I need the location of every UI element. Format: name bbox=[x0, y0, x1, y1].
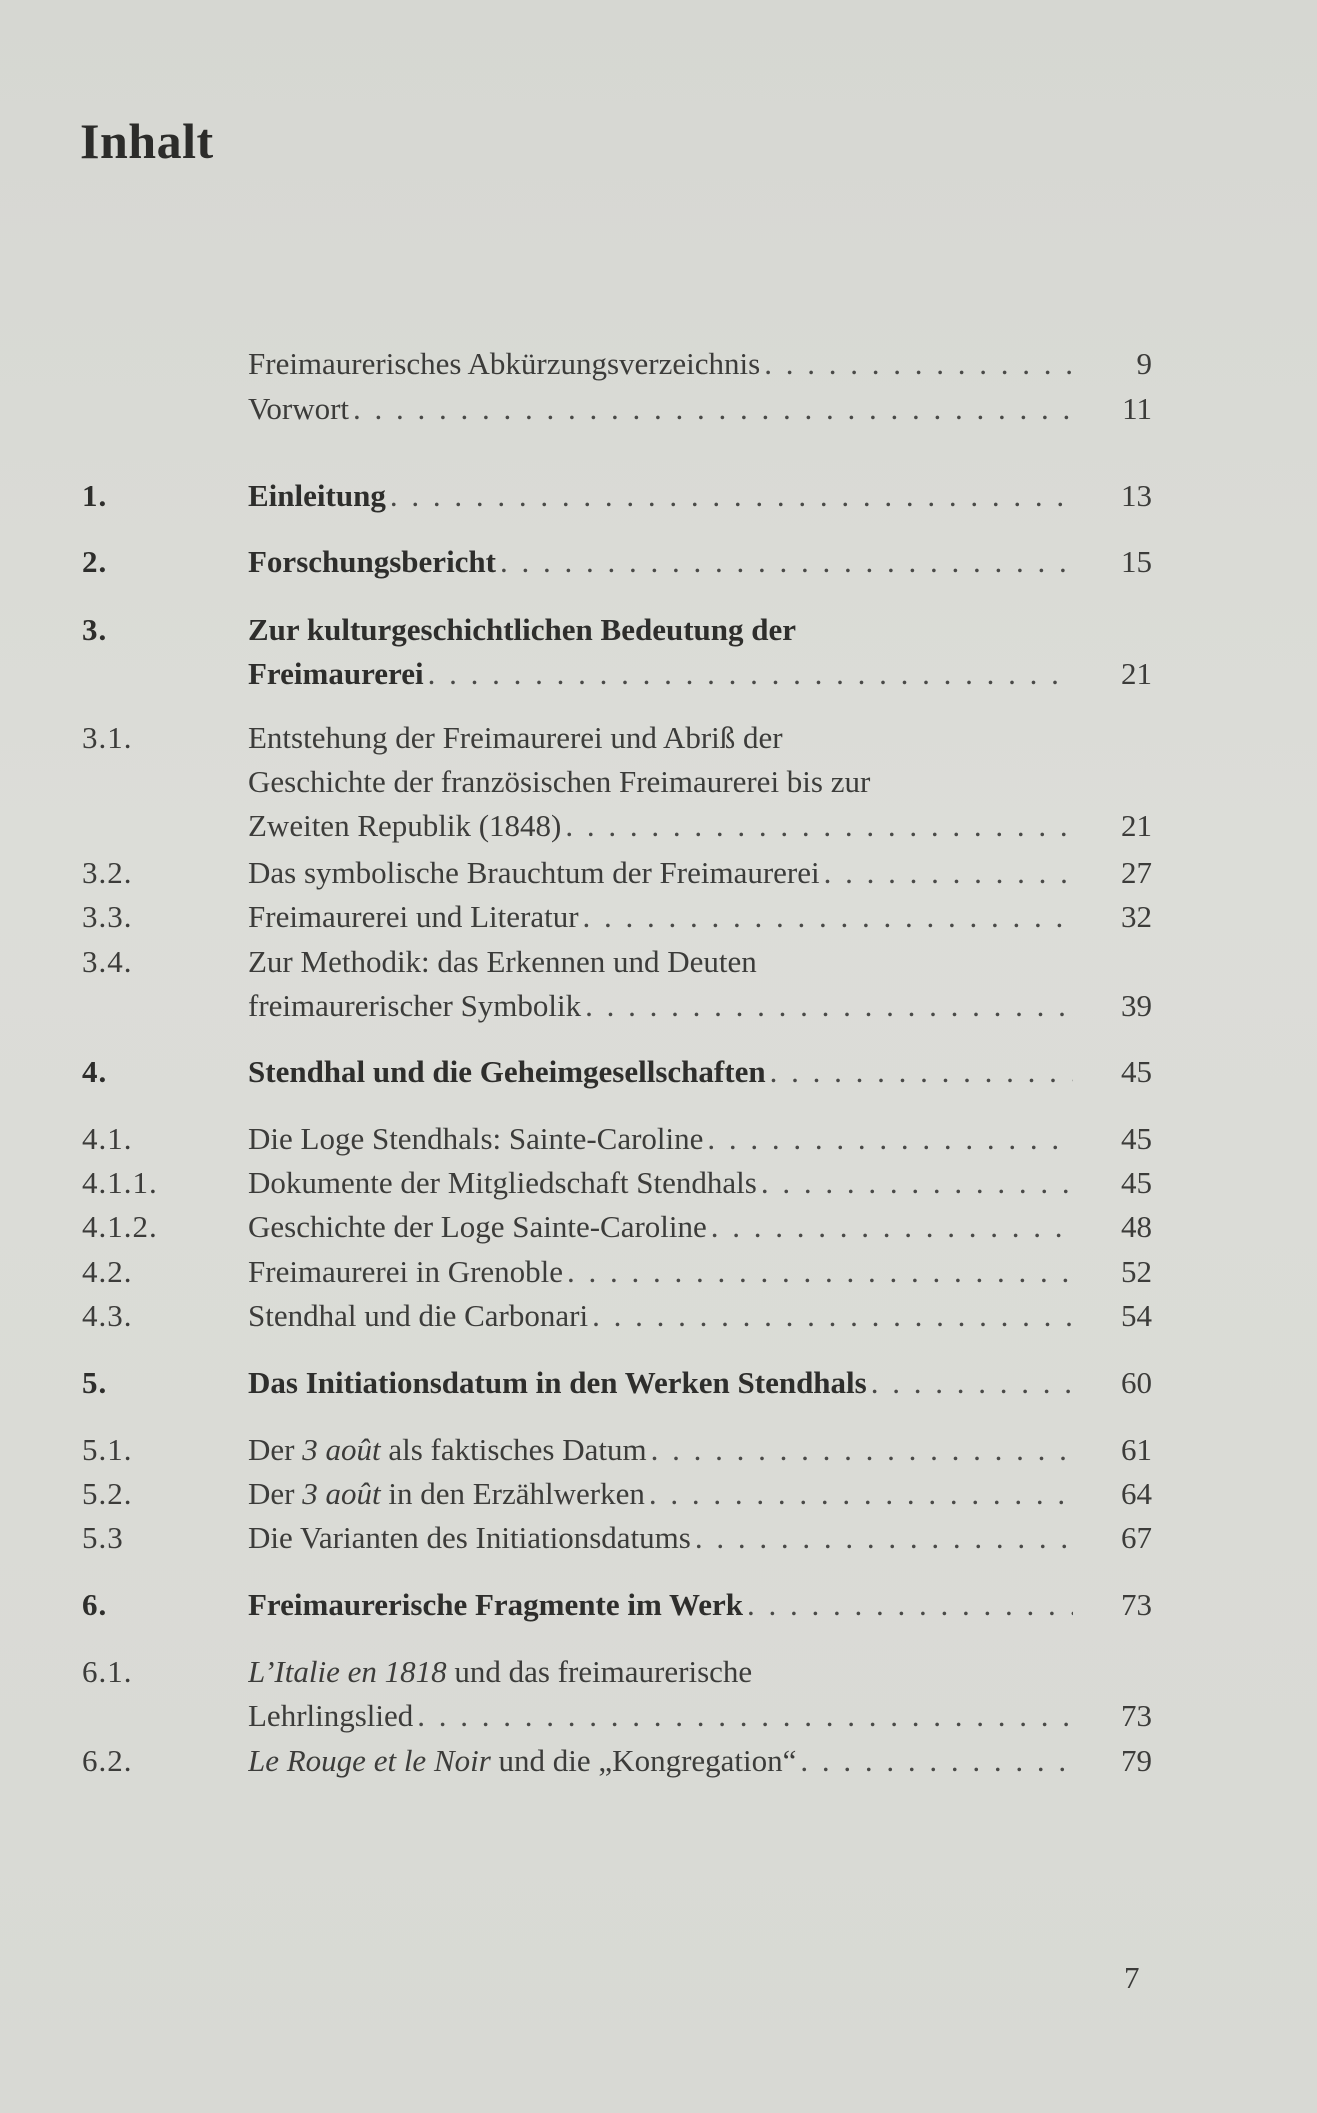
toc-entry-number: 5.1. bbox=[82, 1432, 133, 1467]
toc-entry-page: 27 bbox=[1121, 855, 1152, 890]
leader-dots bbox=[711, 1205, 1073, 1249]
toc-entry-title-line: Entstehung der Freimaurerei und Abriß der bbox=[248, 720, 783, 755]
toc-entry-title bbox=[248, 1472, 1073, 1516]
toc-entry-title bbox=[248, 1428, 1073, 1472]
toc-entry-label: Das symbolische Brauchtum der Freimaurerei bbox=[248, 855, 820, 890]
leader-dots bbox=[707, 1117, 1073, 1161]
toc-entry-title bbox=[248, 1361, 1073, 1405]
toc-entry-title bbox=[248, 1294, 1073, 1338]
toc-entry-page: 73 bbox=[1121, 1587, 1152, 1622]
toc-entry-number: 5.2. bbox=[82, 1476, 133, 1511]
toc-entry-label bbox=[248, 1428, 647, 1472]
toc-entry-label: Zweiten Republik (1848) bbox=[248, 808, 562, 843]
toc-entry-title bbox=[248, 1583, 1073, 1627]
italic-title: 3 août bbox=[302, 1476, 381, 1511]
title-text: Der bbox=[248, 1432, 303, 1467]
toc-entry-title bbox=[248, 716, 1073, 848]
toc-entry-page: 45 bbox=[1121, 1121, 1152, 1156]
toc-entry-page: 39 bbox=[1121, 988, 1152, 1023]
leader-dots bbox=[651, 1428, 1073, 1472]
italic-title: L’Italie en 1818 bbox=[248, 1654, 447, 1689]
toc-entry-number: 6.2. bbox=[82, 1743, 133, 1778]
toc-entry-title-line: Zur Methodik: das Erkennen und Deuten bbox=[248, 944, 757, 979]
title-text: in den Erzählwerken bbox=[380, 1476, 645, 1511]
toc-entry-title bbox=[248, 1117, 1073, 1161]
toc-entry-page: 11 bbox=[1122, 391, 1152, 426]
toc-entry-title-line bbox=[248, 1650, 1073, 1694]
toc-entry-title bbox=[248, 1161, 1073, 1205]
leader-dots bbox=[583, 895, 1073, 939]
toc-entry-number: 4. bbox=[82, 1054, 108, 1089]
leader-dots bbox=[649, 1472, 1073, 1516]
toc-entry-number: 6. bbox=[82, 1587, 108, 1622]
toc-entry-label: Freimaurerische Fragmente im Werk bbox=[248, 1587, 744, 1622]
leader-dots bbox=[567, 1250, 1073, 1294]
toc-entry-title bbox=[248, 940, 1073, 1028]
leader-dots bbox=[747, 1583, 1073, 1627]
toc-entry-label: Freimaurerei bbox=[248, 656, 424, 691]
toc-entry-label: freimaurerischer Symbolik bbox=[248, 988, 582, 1023]
toc-entry-number: 3. bbox=[82, 612, 108, 647]
leader-dots bbox=[871, 1361, 1073, 1405]
leader-dots bbox=[428, 652, 1073, 696]
toc-entry-title bbox=[248, 1250, 1073, 1294]
toc-entry-label: Forschungsbericht bbox=[248, 544, 496, 579]
title-text: Der bbox=[248, 1476, 303, 1511]
toc-entry-number: 5. bbox=[82, 1365, 108, 1400]
toc-entry-label bbox=[248, 1472, 645, 1516]
toc-entry-label: Vorwort bbox=[248, 391, 350, 426]
toc-entry-label: Freimaurerei in Grenoble bbox=[248, 1254, 564, 1289]
leader-dots bbox=[761, 1161, 1073, 1205]
toc-entry-page: 52 bbox=[1121, 1254, 1152, 1289]
toc-entry-page: 45 bbox=[1121, 1054, 1152, 1089]
toc-entry-page: 67 bbox=[1121, 1520, 1152, 1555]
toc-entry-label: Geschichte der Loge Sainte-Caroline bbox=[248, 1209, 707, 1244]
toc-entry-title bbox=[248, 895, 1073, 939]
leader-dots bbox=[417, 1694, 1073, 1738]
toc-entry-title bbox=[248, 474, 1073, 518]
toc-entry-number: 3.3. bbox=[82, 899, 133, 934]
toc-entry-label: Das Initiationsdatum in den Werken Stendhals bbox=[248, 1365, 867, 1400]
toc-entry-title bbox=[248, 1050, 1073, 1094]
leader-dots bbox=[565, 804, 1073, 848]
title-text: als faktisches Datum bbox=[380, 1432, 647, 1467]
title-text: und die „Kongregation“ bbox=[490, 1743, 797, 1778]
toc-entry-title bbox=[248, 1516, 1073, 1560]
leader-dots bbox=[770, 1050, 1073, 1094]
toc-entry-title-line: Geschichte der französischen Freimaurerei bis zur bbox=[248, 764, 871, 799]
toc-entry-page: 61 bbox=[1121, 1432, 1152, 1467]
leader-dots bbox=[695, 1516, 1073, 1560]
toc-entry-number: 4.1. bbox=[82, 1121, 133, 1156]
italic-title: 3 août bbox=[302, 1432, 381, 1467]
toc-entry-page: 13 bbox=[1121, 478, 1152, 513]
leader-dots bbox=[824, 851, 1073, 895]
page-title: Inhalt bbox=[80, 113, 214, 169]
toc-entry-title bbox=[248, 1205, 1073, 1249]
toc-entry-page: 60 bbox=[1121, 1365, 1152, 1400]
toc-entry-label: Freimaurerisches Abkürzungsverzeichnis bbox=[248, 346, 761, 381]
leader-dots bbox=[500, 540, 1073, 584]
toc-entry-label: Die Loge Stendhals: Sainte-Caroline bbox=[248, 1121, 704, 1156]
toc-entry-number: 4.2. bbox=[82, 1254, 133, 1289]
toc-entry-label: Dokumente der Mitgliedschaft Stendhals bbox=[248, 1165, 757, 1200]
italic-title: Le Rouge et le Noir bbox=[248, 1743, 491, 1778]
toc-entry-label: Freimaurerei und Literatur bbox=[248, 899, 579, 934]
leader-dots bbox=[592, 1294, 1073, 1338]
toc-entry-title bbox=[248, 387, 1073, 431]
leader-dots bbox=[390, 474, 1073, 518]
toc-entry-page: 64 bbox=[1121, 1476, 1152, 1511]
toc-entry-number: 5.3 bbox=[82, 1520, 124, 1555]
page-number: 7 bbox=[1124, 1960, 1140, 1995]
toc-entry-page: 48 bbox=[1121, 1209, 1152, 1244]
toc-entry-page: 15 bbox=[1121, 544, 1152, 579]
toc-entry-page: 21 bbox=[1121, 656, 1152, 691]
toc-entry-title bbox=[248, 1739, 1073, 1783]
toc-entry-title bbox=[248, 1650, 1073, 1738]
toc-entry-page: 73 bbox=[1121, 1698, 1152, 1733]
toc-entry-label: Die Varianten des Initiationsdatums bbox=[248, 1520, 691, 1555]
toc-entry-number: 6.1. bbox=[82, 1654, 133, 1689]
toc-entry-title bbox=[248, 342, 1073, 386]
toc-entry-title bbox=[248, 608, 1073, 696]
toc-entry-number: 3.1. bbox=[82, 720, 133, 755]
toc-entry-number: 1. bbox=[82, 478, 108, 513]
leader-dots bbox=[353, 387, 1073, 431]
toc-entry-page: 9 bbox=[1136, 346, 1152, 381]
toc-entry-page: 21 bbox=[1121, 808, 1152, 843]
toc-entry-page: 45 bbox=[1121, 1165, 1152, 1200]
toc-entry-label: Stendhal und die Carbonari bbox=[248, 1298, 589, 1333]
toc-entry-page: 54 bbox=[1121, 1298, 1152, 1333]
toc-entry-title bbox=[248, 851, 1073, 895]
toc-entry-number: 3.2. bbox=[82, 855, 133, 890]
toc-entry-title bbox=[248, 540, 1073, 584]
toc-entry-number: 3.4. bbox=[82, 944, 133, 979]
toc-entry-number: 4.1.2. bbox=[82, 1209, 158, 1244]
toc-entry-number: 4.1.1. bbox=[82, 1165, 158, 1200]
leader-dots bbox=[800, 1739, 1073, 1783]
leader-dots bbox=[764, 342, 1073, 386]
toc-entry-number: 2. bbox=[82, 544, 108, 579]
toc-entry-number: 4.3. bbox=[82, 1298, 133, 1333]
toc-entry-label bbox=[248, 1739, 796, 1783]
toc-entry-page: 32 bbox=[1121, 899, 1152, 934]
title-text: und das freimaurerische bbox=[446, 1654, 753, 1689]
toc-entry-label: Lehrlingslied bbox=[248, 1698, 414, 1733]
toc-entry-label: Einleitung bbox=[248, 478, 386, 513]
toc-entry-page: 79 bbox=[1121, 1743, 1152, 1778]
toc-entry-title-line: Zur kulturgeschichtlichen Bedeutung der bbox=[248, 612, 797, 647]
toc-entry-label: Stendhal und die Geheimgesellschaften bbox=[248, 1054, 766, 1089]
leader-dots bbox=[585, 984, 1073, 1028]
